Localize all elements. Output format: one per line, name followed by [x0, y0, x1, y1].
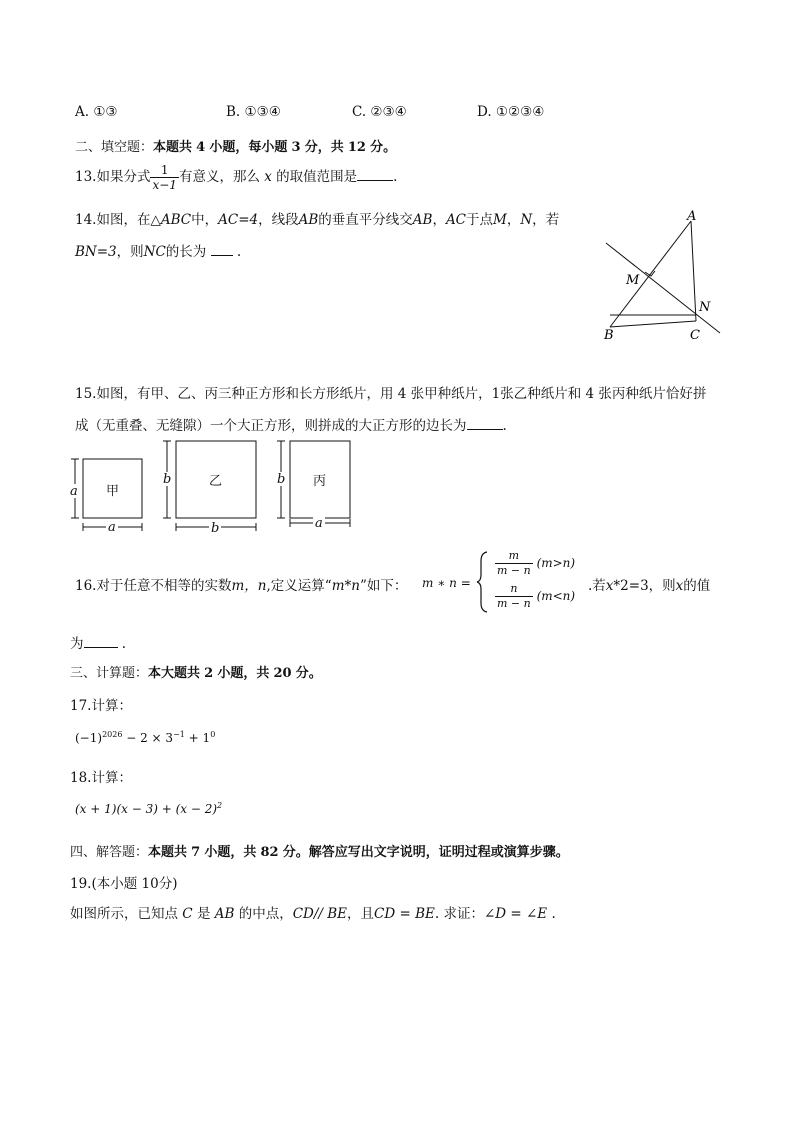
q14-ab2: AB	[412, 212, 433, 228]
q15-end: .	[502, 418, 507, 434]
label-n: N	[699, 300, 711, 315]
section4-heading	[70, 841, 569, 860]
q16-case1-num: m	[495, 549, 533, 564]
section3-desc-end: 分。	[295, 666, 322, 681]
q14-m: M	[493, 212, 507, 228]
q19-mid2: 的中点，	[238, 906, 293, 922]
label-a: A	[687, 209, 697, 224]
q15-answer-blank[interactable]	[467, 417, 503, 430]
label-b: B	[604, 328, 614, 343]
q19-mid4: . 求证：	[434, 906, 484, 922]
section4-count: 7	[191, 845, 201, 860]
q19-mid3: ，且	[347, 906, 375, 922]
q14-ac: AC=4	[218, 212, 259, 228]
q14-ab: AB	[298, 212, 319, 228]
q16-case2-den: m − n	[497, 597, 531, 610]
q16-op: m*n	[331, 578, 360, 594]
perpendicular-bisector	[606, 243, 720, 333]
label-jia: 甲	[106, 484, 120, 499]
q16-case2-cond: (m<n)	[536, 589, 576, 603]
q14-dot: .	[236, 244, 242, 260]
q16-pre: 16.对于任意不相等的实数	[75, 578, 232, 594]
q16-case1-den: m − n	[497, 564, 531, 577]
q16-post3: 的值	[683, 578, 711, 594]
label-bing: 丙	[313, 474, 327, 489]
q16-lhs: m ∗ n =	[422, 576, 471, 590]
q19-cd-parallel-be: CD// BE	[292, 906, 348, 922]
label-c: C	[690, 328, 700, 343]
q16-case2-num: n	[495, 582, 533, 597]
q12-option-d: D. ①②③④	[477, 104, 545, 120]
q17-exp2: −1	[173, 730, 185, 739]
q16-case2-fraction	[495, 582, 533, 611]
q19-mid: 是	[196, 906, 211, 922]
q19-end: .	[547, 906, 556, 922]
q14-mid: 中，	[191, 212, 219, 228]
q16-case1	[495, 549, 575, 578]
section3-desc: 本大题共	[148, 666, 201, 681]
q16-case1-cond: (m>n)	[536, 556, 576, 570]
q13-numerator: 1	[150, 163, 178, 178]
section3-desc-mid: 小题，共	[217, 666, 270, 681]
q14-end1: ，若	[532, 212, 560, 228]
q17-base: (−1)	[75, 731, 103, 745]
question-13	[75, 162, 397, 192]
q14-bn: BN=3	[75, 244, 117, 260]
q14-n: N	[520, 212, 533, 228]
section2-total: 12	[347, 140, 366, 155]
section3-title: 三、计算题：	[70, 666, 149, 681]
q16-post: .若	[588, 578, 606, 594]
section2-count: 4	[196, 140, 206, 155]
q12-option-a: A. ①③	[75, 104, 118, 120]
section3-heading	[70, 662, 322, 681]
q16-mn: m，n	[231, 578, 267, 594]
q14-abc: ABC	[160, 212, 192, 228]
q14-pre: 14.如图，在△	[75, 212, 161, 228]
dim-label-a2-horizontal: a	[315, 516, 323, 531]
q18-expr: (x + 1)(x − 3) + (x − 2)	[75, 802, 218, 816]
q19-ab: AB	[214, 906, 235, 922]
q15-line2-text: 成（无重叠、无缝隙）一个大正方形，则拼成的大正方形的边长为	[75, 418, 467, 434]
q16-brace	[477, 551, 489, 613]
section3-count: 2	[204, 666, 214, 681]
question-16-line1	[75, 574, 407, 594]
segment-ab	[610, 221, 691, 327]
q16-line2: 为	[70, 636, 84, 652]
q13-answer-blank[interactable]	[357, 168, 393, 181]
q16-line2-end: .	[121, 636, 127, 652]
q19-cd-equals-be: CD = BE	[374, 906, 435, 922]
q14-triangle-figure	[598, 205, 728, 350]
question-14-line2	[75, 240, 241, 260]
q18-expression	[75, 801, 222, 816]
q13-fraction	[150, 163, 178, 192]
q14-comma: ，	[432, 212, 446, 228]
q19-pre: 如图所示，已知点	[70, 906, 178, 922]
q13-end: .	[393, 169, 398, 185]
section2-desc-end: 分。	[370, 140, 397, 155]
q13-var: x	[264, 169, 272, 185]
q14-line2-end: 的长为	[165, 244, 207, 260]
section2-each: 3	[291, 140, 301, 155]
q17-mid: − 2 × 3	[122, 731, 174, 745]
q13-suffix: 有意义，那么	[178, 169, 260, 185]
q16-mid2: ”如下：	[359, 578, 408, 594]
q13-denominator: x−1	[152, 178, 177, 192]
q17-exp: 2026	[102, 730, 123, 739]
dim-label-a-vertical: a	[70, 484, 78, 499]
dim-label-b-vertical: b	[163, 472, 172, 487]
section4-desc-mid: 小题，共	[204, 845, 257, 860]
q14-mid4: 于点	[466, 212, 494, 228]
q12-option-b: B. ①③④	[226, 104, 281, 120]
dim-label-a-horizontal: a	[108, 520, 116, 535]
q15-paper-figure	[68, 440, 363, 536]
q16-line1-end	[588, 574, 710, 594]
q12-option-c: C. ②③④	[352, 104, 407, 120]
section4-desc: 本题共	[148, 845, 188, 860]
q14-mid2: ，线段	[258, 212, 299, 228]
q13-prefix: 13.如果分式	[75, 169, 151, 185]
segment-ac	[691, 221, 696, 321]
q17-mid2: + 1	[184, 731, 211, 745]
q17-expression	[75, 730, 215, 745]
q19-label: 19.(本小题 10分)	[70, 876, 178, 892]
q17-label: 17.计算：	[70, 698, 132, 714]
question-14-line1	[75, 208, 559, 228]
q19-c: C	[182, 906, 193, 922]
q14-comma2: ，	[506, 212, 521, 228]
q18-label: 18.计算：	[70, 770, 132, 786]
q19-text	[70, 902, 556, 922]
q16-x2: x	[675, 578, 684, 594]
q14-nc: NC	[143, 244, 166, 260]
section4-desc-end: 分。解答应写出文字说明，证明过程或演算步骤。	[282, 845, 569, 860]
section3-total: 20	[273, 666, 292, 681]
section2-heading	[75, 136, 396, 155]
q16-answer-blank[interactable]	[84, 635, 118, 648]
label-m: M	[626, 273, 640, 288]
section4-total: 82	[260, 845, 279, 860]
q16-case1-fraction	[495, 549, 533, 578]
question-15-line1: 15.如图，有甲、乙、丙三种正方形和长方形纸片，用 4 张甲种纸片，1张乙种纸片和 4 张丙种纸片恰好拼	[75, 386, 707, 402]
question-16-line2	[70, 632, 126, 652]
q14-ac2: AC	[445, 212, 467, 228]
q18-exp: 2	[217, 801, 223, 810]
q16-x: x	[605, 578, 614, 594]
section2-desc-mid2: 分，共	[304, 140, 344, 155]
q19-angles: ∠D = ∠E	[483, 906, 548, 922]
dim-label-b-horizontal: b	[211, 521, 220, 536]
dim-label-b2-vertical: b	[277, 472, 286, 487]
q14-line2-mid: ，则	[116, 244, 144, 260]
q17-exp3: 0	[210, 730, 216, 739]
question-15-line2	[75, 414, 507, 434]
section4-title: 四、解答题：	[70, 845, 149, 860]
label-yi: 乙	[209, 474, 223, 489]
q16-post2: *2=3，则	[613, 578, 676, 594]
q16-mid: ,定义运算“	[266, 578, 332, 594]
segment-bc	[610, 321, 696, 327]
section2-desc-mid: 小题，每小题	[209, 140, 288, 155]
q16-case2	[495, 582, 575, 611]
section2-title: 二、填空题：	[75, 140, 154, 155]
section2-desc: 本题共	[153, 140, 193, 155]
q13-suffix2: 的取值范围是	[276, 169, 358, 185]
q14-mid3: 的垂直平分线交	[318, 212, 413, 228]
q14-answer-blank[interactable]	[211, 243, 233, 256]
